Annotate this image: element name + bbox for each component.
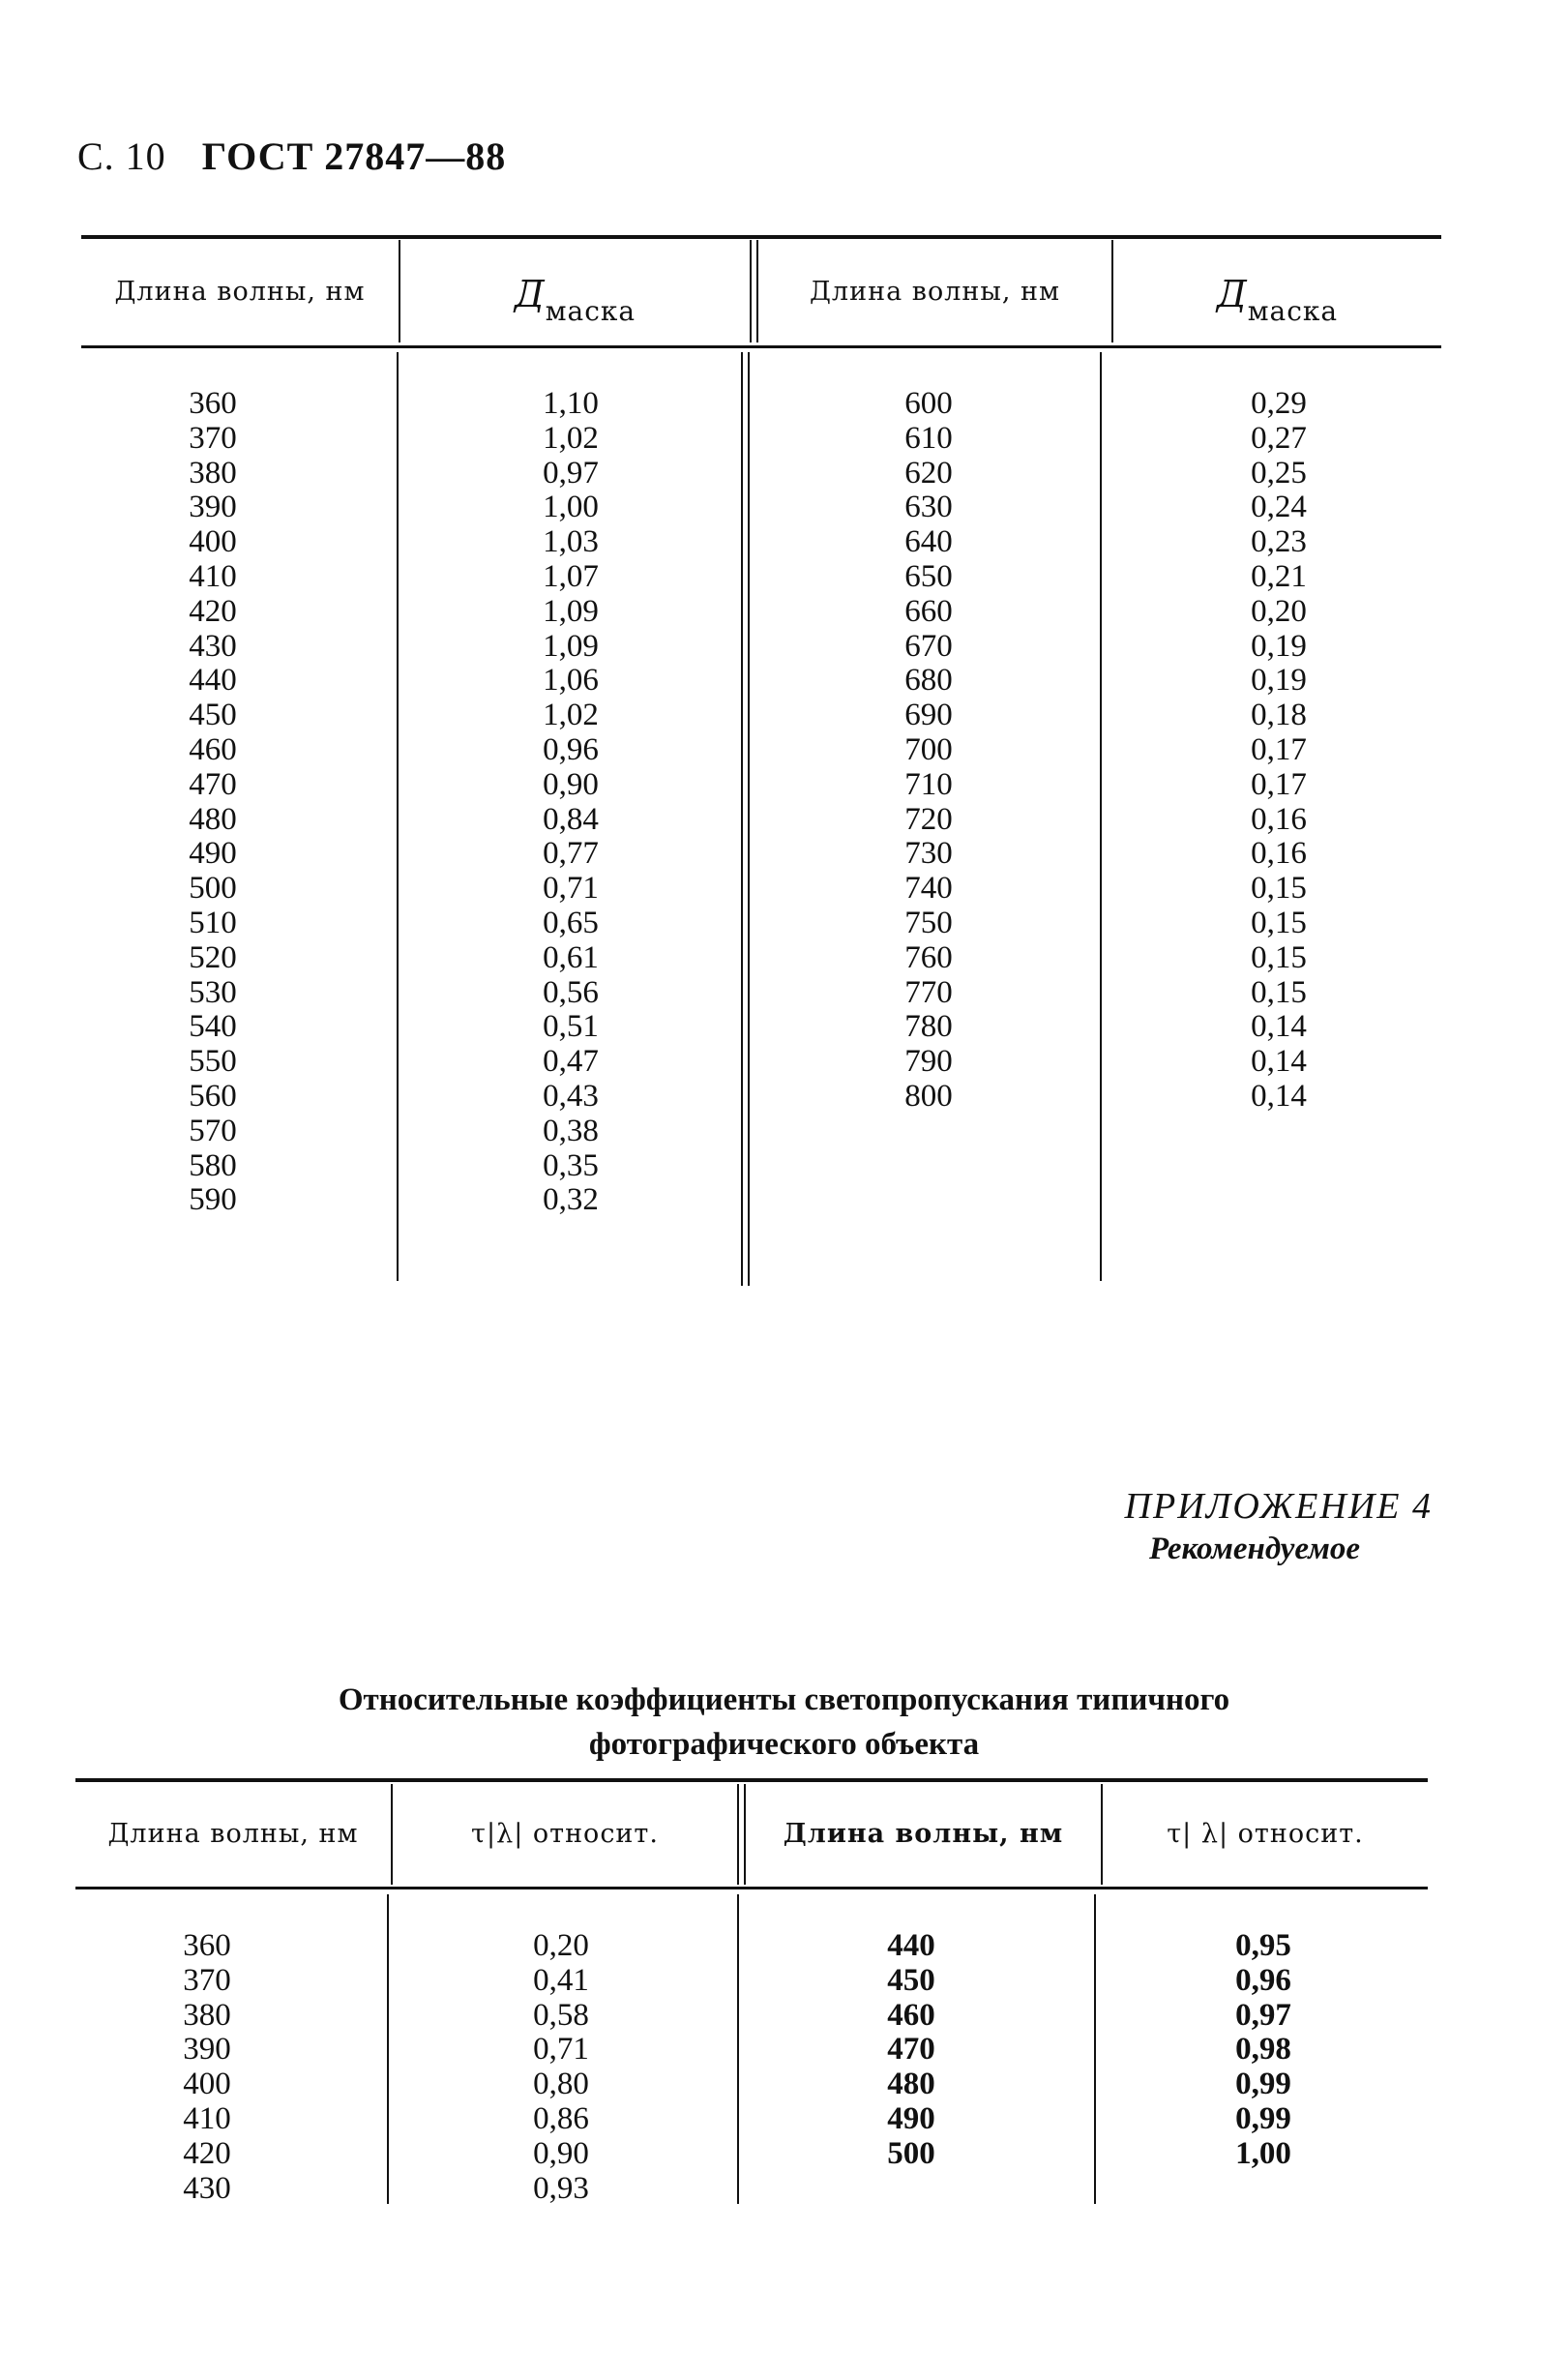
density-cell: 0,38: [543, 1113, 599, 1148]
wavelength-cell: 760: [904, 939, 953, 975]
density-cell: 0,29: [1251, 386, 1307, 421]
appendix-title: ПРИЛОЖЕНИЕ 4: [1124, 1486, 1433, 1527]
wavelength-cell: 470: [189, 766, 237, 802]
wavelength-cell: 390: [183, 2032, 231, 2068]
table1-body-divider-1: [397, 352, 399, 1281]
table1-left-wavelength-column: [155, 387, 271, 1218]
table1-header-wavelength-right: Длина волны, нм: [809, 277, 1061, 307]
wavelength-cell: 460: [189, 731, 237, 767]
wavelength-cell: 640: [904, 524, 953, 560]
transmittance-cell: 0,71: [533, 2032, 589, 2068]
table1-body-divider-2b: [748, 352, 750, 1286]
density-cell: 0,43: [543, 1078, 599, 1114]
wavelength-cell: 720: [904, 801, 953, 837]
wavelength-cell: 570: [189, 1113, 237, 1148]
wavelength-cell: 790: [904, 1044, 953, 1080]
wavelength-cell: 380: [183, 1997, 231, 2033]
wavelength-cell: 500: [887, 2135, 935, 2171]
table2-header-transmittance-left: τ|λ| относит.: [471, 1819, 659, 1849]
transmittance-cell: 0,98: [1235, 2032, 1291, 2068]
page-number: С. 10: [77, 134, 166, 178]
density-cell: 1,09: [543, 628, 599, 664]
transmittance-cell: 0,80: [533, 2067, 589, 2102]
table2-body-divider-2: [737, 1894, 739, 2204]
wavelength-cell: 590: [189, 1182, 237, 1218]
table2-header-transmittance-right: τ| λ| относит.: [1167, 1819, 1364, 1849]
wavelength-cell: 730: [904, 836, 953, 872]
transmittance-cell: 0,99: [1235, 2067, 1291, 2102]
table2-left-wavelength-column: [149, 1929, 265, 2206]
transmittance-cell: 0,95: [1235, 1928, 1291, 1963]
standard-designation: ГОСТ 27847—88: [201, 134, 507, 178]
density-cell: 0,16: [1251, 801, 1307, 837]
wavelength-cell: 450: [189, 698, 237, 733]
density-cell: 0,51: [543, 1009, 599, 1045]
density-cell: 0,35: [543, 1147, 599, 1183]
wavelength-cell: 430: [189, 628, 237, 664]
transmittance-cell: 0,93: [533, 2170, 589, 2206]
wavelength-cell: 710: [904, 766, 953, 802]
wavelength-cell: 520: [189, 939, 237, 975]
density-cell: 0,15: [1251, 871, 1307, 907]
density-cell: 0,15: [1251, 974, 1307, 1010]
wavelength-cell: 510: [189, 905, 237, 940]
wavelength-cell: 540: [189, 1009, 237, 1045]
density-cell: 0,27: [1251, 420, 1307, 456]
density-cell: 1,02: [543, 698, 599, 733]
page-header: [77, 134, 506, 179]
wavelength-cell: 770: [904, 974, 953, 1010]
table2-header-divider-2a: [737, 1784, 739, 1885]
wavelength-cell: 480: [189, 801, 237, 837]
wavelength-cell: 670: [904, 628, 953, 664]
transmittance-cell: 1,00: [1235, 2135, 1291, 2171]
density-cell: 0,14: [1251, 1009, 1307, 1045]
table1-right-density-column: [1221, 387, 1337, 1115]
density-cell: 0,90: [543, 766, 599, 802]
density-cell: 0,97: [543, 455, 599, 491]
density-cell: 0,56: [543, 974, 599, 1010]
density-cell: 1,10: [543, 386, 599, 421]
wavelength-cell: 620: [904, 455, 953, 491]
appendix-subtitle: Рекомендуемое: [1148, 1532, 1360, 1566]
wavelength-cell: 660: [904, 593, 953, 629]
table1-header-density-left: [400, 273, 750, 327]
transmittance-cell: 0,97: [1235, 1997, 1291, 2033]
wavelength-cell: 800: [904, 1078, 953, 1114]
wavelength-cell: 420: [183, 2135, 231, 2171]
table2-body-divider-1: [387, 1894, 389, 2204]
table2-right-transmittance-column: [1205, 1929, 1321, 2172]
density-cell: 0,32: [543, 1182, 599, 1218]
density-symbol: Д: [514, 273, 546, 315]
wavelength-cell: 410: [183, 2100, 231, 2136]
table1-right-wavelength-column: [871, 387, 987, 1115]
transmittance-cell: 0,20: [533, 1928, 589, 1963]
density-cell: 0,20: [1251, 593, 1307, 629]
wavelength-cell: 690: [904, 698, 953, 733]
wavelength-cell: 400: [183, 2067, 231, 2102]
density-cell: 1,00: [543, 490, 599, 525]
table1-top-rule: [81, 235, 1441, 239]
density-cell: 1,09: [543, 593, 599, 629]
density-cell: 0,71: [543, 871, 599, 907]
wavelength-cell: 680: [904, 663, 953, 699]
wavelength-cell: 360: [183, 1928, 231, 1963]
wavelength-cell: 440: [189, 663, 237, 699]
wavelength-cell: 580: [189, 1147, 237, 1183]
density-cell: 1,03: [543, 524, 599, 560]
wavelength-cell: 380: [189, 455, 237, 491]
density-cell: 0,23: [1251, 524, 1307, 560]
density-cell: 0,14: [1251, 1078, 1307, 1114]
wavelength-cell: 410: [189, 558, 237, 594]
table1-left-density-column: [513, 387, 629, 1218]
density-cell: 0,21: [1251, 558, 1307, 594]
transmittance-cell: 0,90: [533, 2135, 589, 2171]
density-symbol: Д: [1216, 273, 1248, 315]
wavelength-cell: 780: [904, 1009, 953, 1045]
wavelength-cell: 560: [189, 1078, 237, 1114]
density-cell: 0,96: [543, 731, 599, 767]
wavelength-cell: 740: [904, 871, 953, 907]
density-cell: 0,18: [1251, 698, 1307, 733]
wavelength-cell: 610: [904, 420, 953, 456]
density-cell: 1,07: [543, 558, 599, 594]
transmittance-cell: 0,86: [533, 2100, 589, 2136]
wavelength-cell: 400: [189, 524, 237, 560]
density-cell: 0,15: [1251, 905, 1307, 940]
table1-header-divider-2a: [750, 240, 752, 342]
wavelength-cell: 650: [904, 558, 953, 594]
density-cell: 0,19: [1251, 663, 1307, 699]
density-cell: 0,47: [543, 1044, 599, 1080]
wavelength-cell: 450: [887, 1962, 935, 1998]
density-cell: 0,77: [543, 836, 599, 872]
wavelength-cell: 440: [887, 1928, 935, 1963]
wavelength-cell: 530: [189, 974, 237, 1010]
wavelength-cell: 600: [904, 386, 953, 421]
transmittance-cell: 0,99: [1235, 2100, 1291, 2136]
transmittance-cell: 0,41: [533, 1962, 589, 1998]
table2-body-divider-3: [1094, 1894, 1096, 2204]
table1-body-divider-2a: [741, 352, 743, 1286]
table2-header-rule: [75, 1887, 1428, 1889]
wavelength-cell: 460: [887, 1997, 935, 2033]
table2-left-transmittance-column: [503, 1929, 619, 2206]
table1-header-rule: [81, 345, 1441, 348]
table1-body-divider-3: [1100, 352, 1102, 1281]
density-cell: 1,06: [543, 663, 599, 699]
wavelength-cell: 750: [904, 905, 953, 940]
wavelength-cell: 470: [887, 2032, 935, 2068]
density-cell: 1,02: [543, 420, 599, 456]
density-cell: 0,14: [1251, 1044, 1307, 1080]
table2-top-rule: [75, 1778, 1428, 1782]
density-subscript: маска: [545, 295, 636, 327]
table2-header-wavelength-left: Длина волны, нм: [107, 1819, 359, 1849]
density-cell: 0,16: [1251, 836, 1307, 872]
wavelength-cell: 360: [189, 386, 237, 421]
wavelength-cell: 700: [904, 731, 953, 767]
wavelength-cell: 630: [904, 490, 953, 525]
table2-caption-line1: Относительные коэффициенты светопропускания типичного: [338, 1682, 1230, 1717]
density-cell: 0,25: [1251, 455, 1307, 491]
wavelength-cell: 370: [189, 420, 237, 456]
density-cell: 0,61: [543, 939, 599, 975]
density-cell: 0,15: [1251, 939, 1307, 975]
transmittance-cell: 0,96: [1235, 1962, 1291, 1998]
wavelength-cell: 420: [189, 593, 237, 629]
wavelength-cell: 490: [189, 836, 237, 872]
density-cell: 0,19: [1251, 628, 1307, 664]
transmittance-cell: 0,58: [533, 1997, 589, 2033]
table2-right-wavelength-column: [853, 1929, 969, 2172]
wavelength-cell: 430: [183, 2170, 231, 2206]
wavelength-cell: 500: [189, 871, 237, 907]
density-cell: 0,65: [543, 905, 599, 940]
table1-header-wavelength-left: Длина волны, нм: [114, 277, 366, 307]
density-subscript: маска: [1247, 295, 1339, 327]
density-cell: 0,17: [1251, 766, 1307, 802]
density-cell: 0,17: [1251, 731, 1307, 767]
density-cell: 0,24: [1251, 490, 1307, 525]
wavelength-cell: 370: [183, 1962, 231, 1998]
wavelength-cell: 490: [887, 2100, 935, 2136]
table2-header-wavelength-right: Длина волны, нм: [783, 1819, 1064, 1849]
wavelength-cell: 480: [887, 2067, 935, 2102]
table2-caption-line2: фотографического объекта: [588, 1727, 980, 1762]
wavelength-cell: 550: [189, 1044, 237, 1080]
density-cell: 0,84: [543, 801, 599, 837]
wavelength-cell: 390: [189, 490, 237, 525]
table1-header-density-right: [1113, 273, 1441, 327]
